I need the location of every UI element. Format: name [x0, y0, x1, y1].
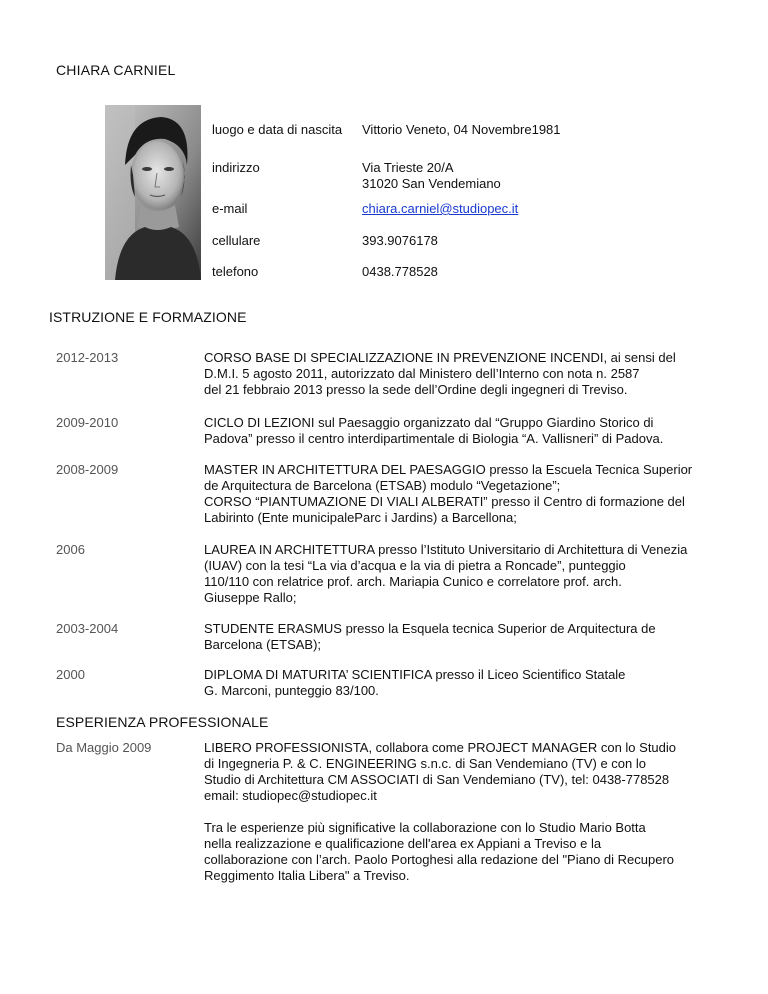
phone-label: telefono [212, 264, 259, 279]
education-date: 2012-2013 [56, 350, 119, 365]
entry-line: Reggimento Italia Libera" a Treviso. [204, 868, 410, 883]
entry-line: CICLO DI LEZIONI sul Paesaggio organizzato dal “Gruppo Giardino Storico di [204, 415, 654, 430]
address-label: indirizzo [212, 160, 260, 175]
profile-photo [105, 105, 201, 280]
phone-value: 0438.778528 [362, 264, 438, 279]
entry-line: di Ingegneria P. & C. ENGINEERING s.n.c. di San Vendemiano (TV) e con lo [204, 756, 646, 771]
entry-line: Tra le esperienze più significative la collaborazione con lo Studio Mario Botta [204, 820, 646, 835]
education-entry [204, 462, 724, 526]
education-date: 2000 [56, 667, 85, 682]
entry-line: (IUAV) con la tesi “La via d’acqua e la via di pietra a Roncade”, punteggio [204, 558, 626, 573]
experience-paragraph [204, 820, 724, 884]
entry-line: CORSO BASE DI SPECIALIZZAZIONE IN PREVENZIONE INCENDI, ai sensi del [204, 350, 676, 365]
entry-line: collaborazione con l’arch. Paolo Portoghesi alla redazione del "Piano di Recupero [204, 852, 675, 867]
entry-line: D.M.I. 5 agosto 2011, autorizzato dal Ministero dell’Interno con nota n. 2587 [204, 366, 640, 381]
education-entry [204, 667, 724, 699]
education-entry [204, 415, 724, 447]
entry-line: 110/110 con relatrice prof. arch. Mariapia Cunico e correlatore prof. arch. [204, 574, 622, 589]
entry-line: Padova” presso il centro interdipartimentale di Biologia “A. Vallisneri” di Padova. [204, 431, 664, 446]
address-line-1: Via Trieste 20/A [362, 160, 454, 175]
experience-paragraph [204, 740, 724, 804]
address-line-2: 31020 San Vendemiano [362, 176, 501, 191]
entry-line: del 21 febbraio 2013 presso la sede dell’Ordine degli ingegneri di Treviso. [204, 382, 628, 397]
entry-line: CORSO “PIANTUMAZIONE DI VIALI ALBERATI” presso il Centro di formazione del [204, 494, 685, 509]
entry-line: email: studiopec@studiopec.it [204, 788, 377, 803]
entry-line: Studio di Architettura CM ASSOCIATI di San Vendemiano (TV), tel: 0438-778528 [204, 772, 670, 787]
education-entry [204, 350, 724, 398]
education-date: 2003-2004 [56, 621, 119, 636]
mobile-label: cellulare [212, 233, 261, 248]
mobile-value: 393.9076178 [362, 233, 438, 248]
birth-label: luogo e data di nascita [212, 122, 343, 137]
entry-line: DIPLOMA DI MATURITA’ SCIENTIFICA presso il Liceo Scientifico Statale [204, 667, 626, 682]
education-entry [204, 542, 724, 606]
email-link[interactable]: chiara.carniel@studiopec.it [362, 201, 519, 216]
entry-line: Labirinto (Ente municipaleParc i Jardins) a Barcellona; [204, 510, 517, 525]
education-entry [204, 621, 724, 653]
entry-line: nella realizzazione e qualificazione dell'area ex Appiani a Treviso e la [204, 836, 602, 851]
education-date: 2009-2010 [56, 415, 119, 430]
entry-line: Giuseppe Rallo; [204, 590, 297, 605]
education-date: 2006 [56, 542, 85, 557]
entry-line: G. Marconi, punteggio 83/100. [204, 683, 379, 698]
entry-line: LIBERO PROFESSIONISTA, collabora come PROJECT MANAGER con lo Studio [204, 740, 677, 755]
entry-line: MASTER IN ARCHITETTURA DEL PAESAGGIO presso la Escuela Tecnica Superior [204, 462, 693, 477]
entry-line: LAUREA IN ARCHITETTURA presso l’Istituto Universitario di Architettura di Venezia [204, 542, 688, 557]
education-date: 2008-2009 [56, 462, 119, 477]
experience-heading: ESPERIENZA PROFESSIONALE [56, 714, 269, 730]
person-name: CHIARA CARNIEL [56, 62, 176, 78]
email-label: e-mail [212, 201, 248, 216]
entry-line: Barcelona (ETSAB); [204, 637, 322, 652]
experience-date: Da Maggio 2009 [56, 740, 152, 755]
birth-value: Vittorio Veneto, 04 Novembre1981 [362, 122, 561, 137]
entry-line: de Arquitectura de Barcelona (ETSAB) modulo “Vegetazione”; [204, 478, 561, 493]
entry-line: STUDENTE ERASMUS presso la Esquela tecnica Superior de Arquitectura de [204, 621, 656, 636]
education-heading: ISTRUZIONE E FORMAZIONE [49, 309, 247, 325]
